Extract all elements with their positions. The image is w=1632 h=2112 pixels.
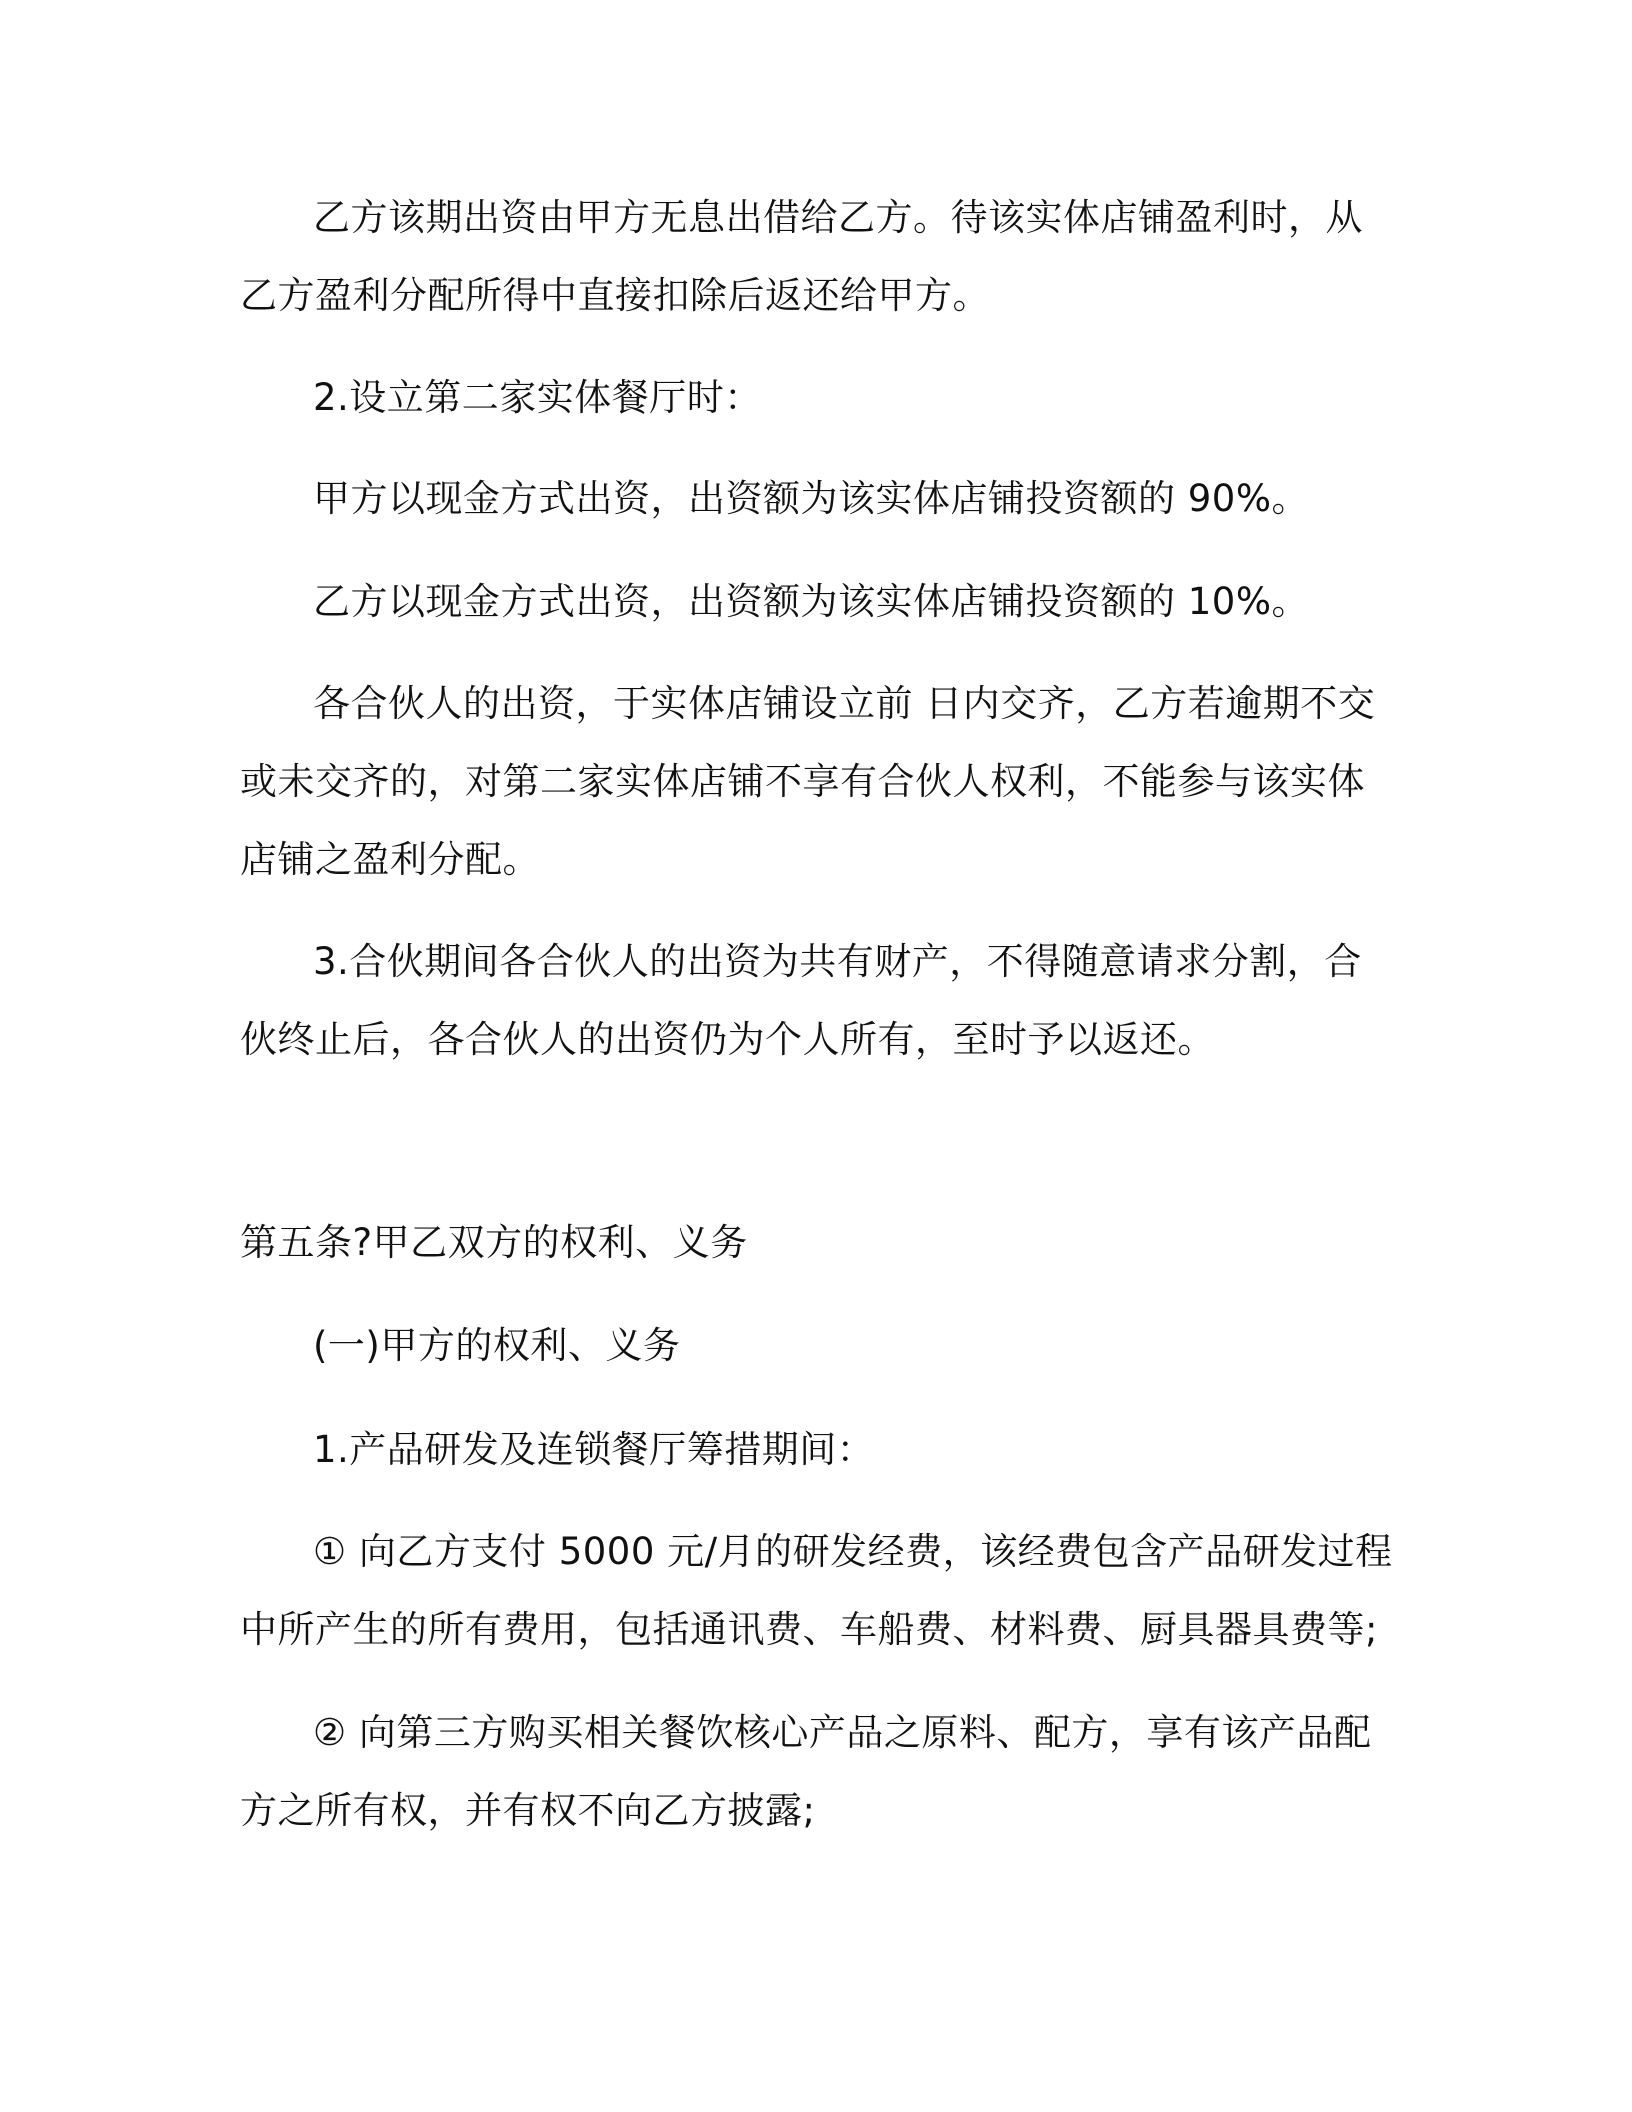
list-item: ① 向乙方支付 5000 元/月的研发经费，该经费包含产品研发过程 [313, 1530, 1393, 1573]
paragraph-line: 店铺之盈利分配。 [240, 838, 540, 881]
paragraph-line: 乙方以现金方式出资，出资额为该实体店铺投资额的 10%。 [313, 580, 1309, 623]
paragraph-line: 乙方盈利分配所得中直接扣除后返还给甲方。 [240, 274, 990, 317]
list-item-continuation: 方之所有权，并有权不向乙方披露; [240, 1789, 816, 1832]
paragraph-line: 乙方该期出资由甲方无息出借给乙方。待该实体店铺盈利时，从 [313, 196, 1363, 239]
section-item: 1.产品研发及连锁餐厅筹措期间： [313, 1428, 875, 1471]
list-item-continuation: 中所产生的所有费用，包括通讯费、车船费、材料费、厨具器具费等; [240, 1608, 1378, 1651]
paragraph-line: 3.合伙期间各合伙人的出资为共有财产，不得随意请求分割，合 [313, 940, 1362, 983]
article-heading: 第五条?甲乙双方的权利、义务 [240, 1221, 748, 1264]
section-item: 2.设立第二家实体餐厅时： [313, 376, 762, 419]
list-item: ② 向第三方购买相关餐饮核心产品之原料、配方，享有该产品配 [313, 1711, 1372, 1754]
paragraph-line: 各合伙人的出资，于实体店铺设立前 日内交齐，乙方若逾期不交 [313, 682, 1376, 725]
subsection-heading: (一)甲方的权利、义务 [313, 1324, 681, 1367]
paragraph-line: 或未交齐的，对第二家实体店铺不享有合伙人权利，不能参与该实体 [240, 760, 1365, 803]
paragraph-line: 甲方以现金方式出资，出资额为该实体店铺投资额的 90%。 [313, 477, 1309, 520]
paragraph-line: 伙终止后，各合伙人的出资仍为个人所有，至时予以返还。 [240, 1018, 1215, 1061]
